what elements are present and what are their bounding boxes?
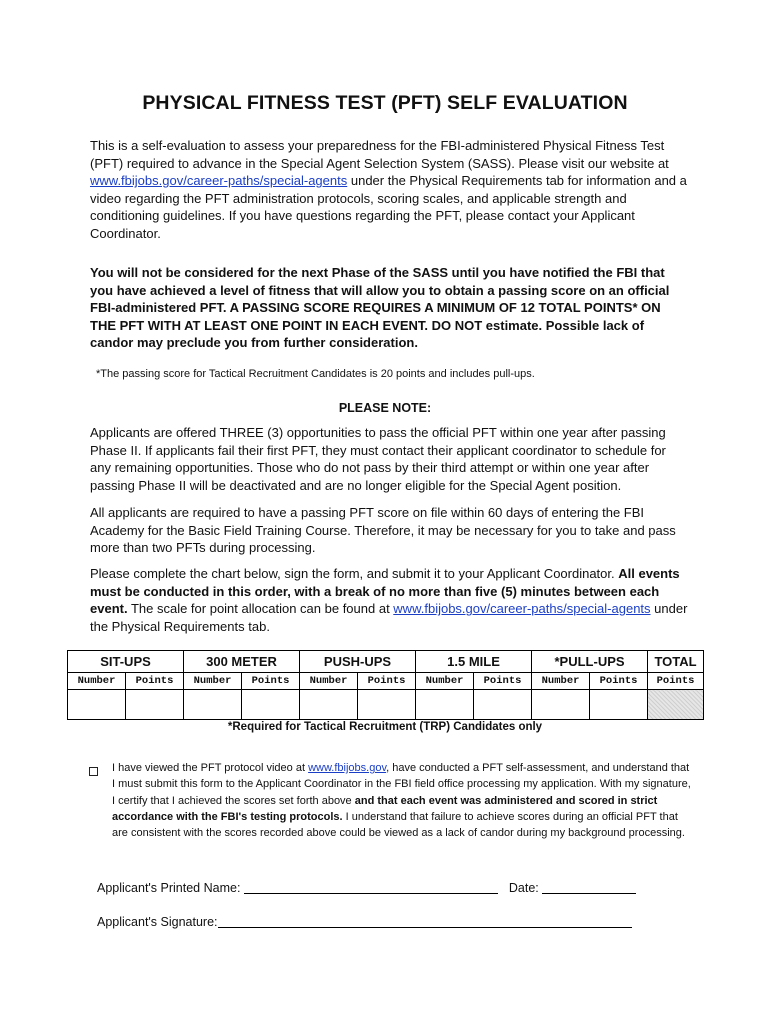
- printed-name-field[interactable]: [244, 880, 498, 894]
- situps-number-cell[interactable]: [68, 690, 126, 720]
- event-header: SIT-UPS: [68, 651, 184, 673]
- entry-row: [68, 690, 704, 720]
- signature-field[interactable]: [218, 914, 632, 928]
- date-field[interactable]: [542, 880, 636, 894]
- run-number-cell[interactable]: [416, 690, 474, 720]
- run-points-cell[interactable]: [474, 690, 532, 720]
- number-header: Number: [184, 673, 242, 690]
- please-note-heading: PLEASE NOTE:: [338, 401, 432, 415]
- points-header: Points: [358, 673, 416, 690]
- note-paragraph-1: Applicants are offered THREE (3) opportunities to pass the official PFT within one year after passing Phase II. If applicants fail their first PFT, they must contact their applicant coordinator to schedule for any remaining opportunities. Those who do not pass by their third attempt or within one year after passing Phase II will be deactivated and are no longer eligible for the Special Agent position.: [90, 425, 666, 493]
- website-link[interactable]: www.fbijobs.gov/career-paths/special-agents: [90, 173, 348, 189]
- points-header: Points: [590, 673, 648, 690]
- date-label: Date:: [508, 881, 539, 895]
- signature-label: Applicant's Signature:: [97, 915, 218, 929]
- warning-paragraph: You will not be considered for the next Phase of the SASS until you have notified the FBI that you have achieved a level of fitness that will allow you to obtain a passing score on an official FBI-administered PFT. A PASSING SCORE REQUIRES A MINIMUM OF 12 TOTAL POINTS* ON THE PFT WITH AT LEAST ONE POINT IN EACH EVENT. DO NOT estimate. Possible lack of candor may preclude you from further consideration.: [90, 265, 670, 351]
- points-header: Points: [126, 673, 184, 690]
- event-header: *PULL-UPS: [532, 651, 648, 673]
- printed-name-row: [97, 880, 636, 895]
- pullups-number-cell[interactable]: [532, 690, 590, 720]
- points-header: Points: [474, 673, 532, 690]
- instructions-paragraph: Please complete the chart below, sign the form, and submit it to your Applicant Coordinator. All events must be conducted in this order, with a break of no more than five (5) minutes between each event. The scale for point allocation can be found at www.fbijobs.gov/career-paths/special-agents under the Physical Requirements tab.: [90, 566, 688, 634]
- score-table: [67, 650, 704, 720]
- event-header: 300 METER: [184, 651, 300, 673]
- pullups-points-cell[interactable]: [590, 690, 648, 720]
- printed-name-label: Applicant's Printed Name:: [97, 881, 241, 895]
- required-note: *Required for Tactical Recruitment (TRP) Candidates only: [227, 721, 543, 733]
- number-header: Number: [532, 673, 590, 690]
- page-title: PHYSICAL FITNESS TEST (PFT) SELF EVALUATION: [142, 92, 628, 114]
- fbijobs-link[interactable]: www.fbijobs.gov: [308, 762, 387, 774]
- intro-paragraph: This is a self-evaluation to assess your preparedness for the FBI-administered Physical Fitness Test (PFT) required to advance in the Special Agent Selection System (SASS). Please visit our website at www.fbijobs.gov/career-paths/special-agents under the Physical Requirements tab for information and a video regarding the PFT administration protocols, scoring scales, and applicable strength and conditioning guidelines. If you have questions regarding the PFT, please contact your Applicant Coordinator.: [90, 138, 687, 241]
- situps-points-cell[interactable]: [126, 690, 184, 720]
- note-paragraph-2: All applicants are required to have a passing PFT score on file within 60 days of entering the FBI Academy for the Basic Field Training Course. Therefore, it may be necessary for you to take and pass more than two PFTs during processing.: [90, 505, 676, 556]
- event-header: 1.5 MILE: [416, 651, 532, 673]
- event-header: PUSH-UPS: [300, 651, 416, 673]
- event-header: TOTAL: [648, 651, 704, 673]
- signature-row: [97, 914, 632, 929]
- certification-checkbox[interactable]: [89, 767, 98, 776]
- certification-paragraph: I have viewed the PFT protocol video at www.fbijobs.gov, have conducted a PFT self-assessment, and understand that I must submit this form to the Applicant Coordinator in the FBI field office processing my application. With my signature, I certify that I achieved the scores set forth above and that each event was administered and scored in strict accordance with the FBI's testing protocols. I understand that failure to achieve scores during an official PFT that are consistent with the scores recorded above could be viewed as a lack of candor during my background processing.: [112, 762, 691, 840]
- points-header: Points: [648, 673, 704, 690]
- event-header-row: [68, 651, 704, 673]
- number-header: Number: [300, 673, 358, 690]
- sprint-points-cell[interactable]: [242, 690, 300, 720]
- sub-header-row: [68, 673, 704, 690]
- pushups-number-cell[interactable]: [300, 690, 358, 720]
- points-header: Points: [242, 673, 300, 690]
- scale-link[interactable]: www.fbijobs.gov/career-paths/special-agents: [393, 601, 651, 617]
- total-points-cell: [648, 690, 704, 720]
- sprint-number-cell[interactable]: [184, 690, 242, 720]
- number-header: Number: [416, 673, 474, 690]
- number-header: Number: [68, 673, 126, 690]
- tactical-note: *The passing score for Tactical Recruitment Candidates is 20 points and includes pull-ups.: [96, 368, 535, 380]
- pushups-points-cell[interactable]: [358, 690, 416, 720]
